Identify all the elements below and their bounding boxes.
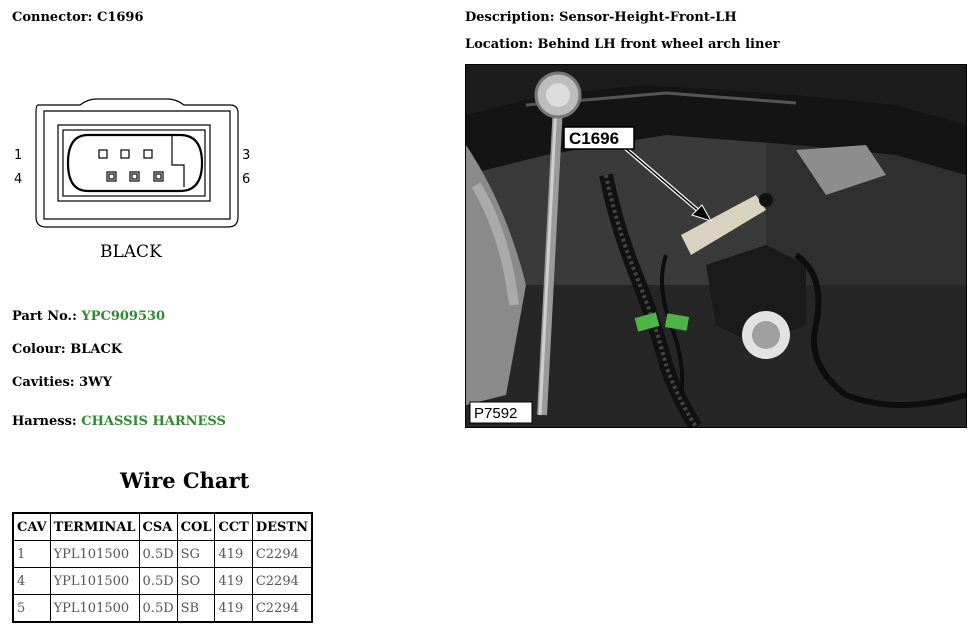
harness-line xyxy=(12,414,226,429)
pin-label-6: 6 xyxy=(242,172,251,187)
photo-reference: P7592 xyxy=(474,405,518,422)
cell-col: SG xyxy=(177,541,215,568)
part-number-line xyxy=(12,309,165,324)
connector-line xyxy=(12,10,144,25)
cavities-value: 3WY xyxy=(79,375,113,390)
location-line xyxy=(465,37,780,52)
cell-terminal: YPL101500 xyxy=(50,541,139,568)
cavities-line xyxy=(12,375,112,390)
description-line xyxy=(465,10,737,25)
housing-colour-caption: BLACK xyxy=(100,242,162,262)
header-terminal: TERMINAL xyxy=(50,513,139,541)
description-value: Sensor-Height-Front-LH xyxy=(559,10,737,25)
table-row xyxy=(13,568,312,595)
colour-line xyxy=(12,342,122,357)
header-destn: DESTN xyxy=(252,513,312,541)
part-number-value[interactable]: YPC909530 xyxy=(81,309,166,324)
colour-value: BLACK xyxy=(70,342,123,357)
harness-value[interactable]: CHASSIS HARNESS xyxy=(81,414,226,429)
cell-terminal: YPL101500 xyxy=(50,595,139,623)
cell-destn: C2294 xyxy=(252,568,312,595)
cell-cav: 1 xyxy=(13,541,50,568)
cell-csa: 0.5D xyxy=(139,541,177,568)
connector-value: C1696 xyxy=(96,10,144,25)
part-number-label: Part No.: xyxy=(12,309,77,324)
header-csa: CSA xyxy=(139,513,177,541)
cavities-label: Cavities: xyxy=(12,375,75,390)
wire-chart-title: Wire Chart xyxy=(120,468,250,493)
table-row xyxy=(13,541,312,568)
location-value: Behind LH front wheel arch liner xyxy=(537,37,780,52)
callout-label: C1696 xyxy=(569,129,620,148)
cell-col: SB xyxy=(177,595,215,623)
table-row xyxy=(13,595,312,623)
harness-label: Harness: xyxy=(12,414,77,429)
description-label: Description: xyxy=(465,10,555,25)
location-photo xyxy=(465,64,967,428)
cell-terminal: YPL101500 xyxy=(50,568,139,595)
cell-col: SO xyxy=(177,568,215,595)
header-cct: CCT xyxy=(215,513,252,541)
header-cav: CAV xyxy=(13,513,50,541)
pin-label-4: 4 xyxy=(14,172,23,187)
header-col: COL xyxy=(177,513,215,541)
colour-label: Colour: xyxy=(12,342,66,357)
location-label: Location: xyxy=(465,37,534,52)
table-header-row xyxy=(13,513,312,541)
cell-cav: 5 xyxy=(13,595,50,623)
cell-csa: 0.5D xyxy=(139,595,177,623)
connector-label: Connector: xyxy=(12,10,93,25)
cell-cct: 419 xyxy=(215,595,252,623)
pin-label-1: 1 xyxy=(14,148,23,163)
cell-destn: C2294 xyxy=(252,595,312,623)
connector-face-diagram xyxy=(10,95,260,275)
cell-cav: 4 xyxy=(13,568,50,595)
cell-cct: 419 xyxy=(215,568,252,595)
cell-destn: C2294 xyxy=(252,541,312,568)
cell-csa: 0.5D xyxy=(139,568,177,595)
cell-cct: 419 xyxy=(215,541,252,568)
wire-chart-table xyxy=(12,512,313,623)
pin-label-3: 3 xyxy=(242,148,251,163)
